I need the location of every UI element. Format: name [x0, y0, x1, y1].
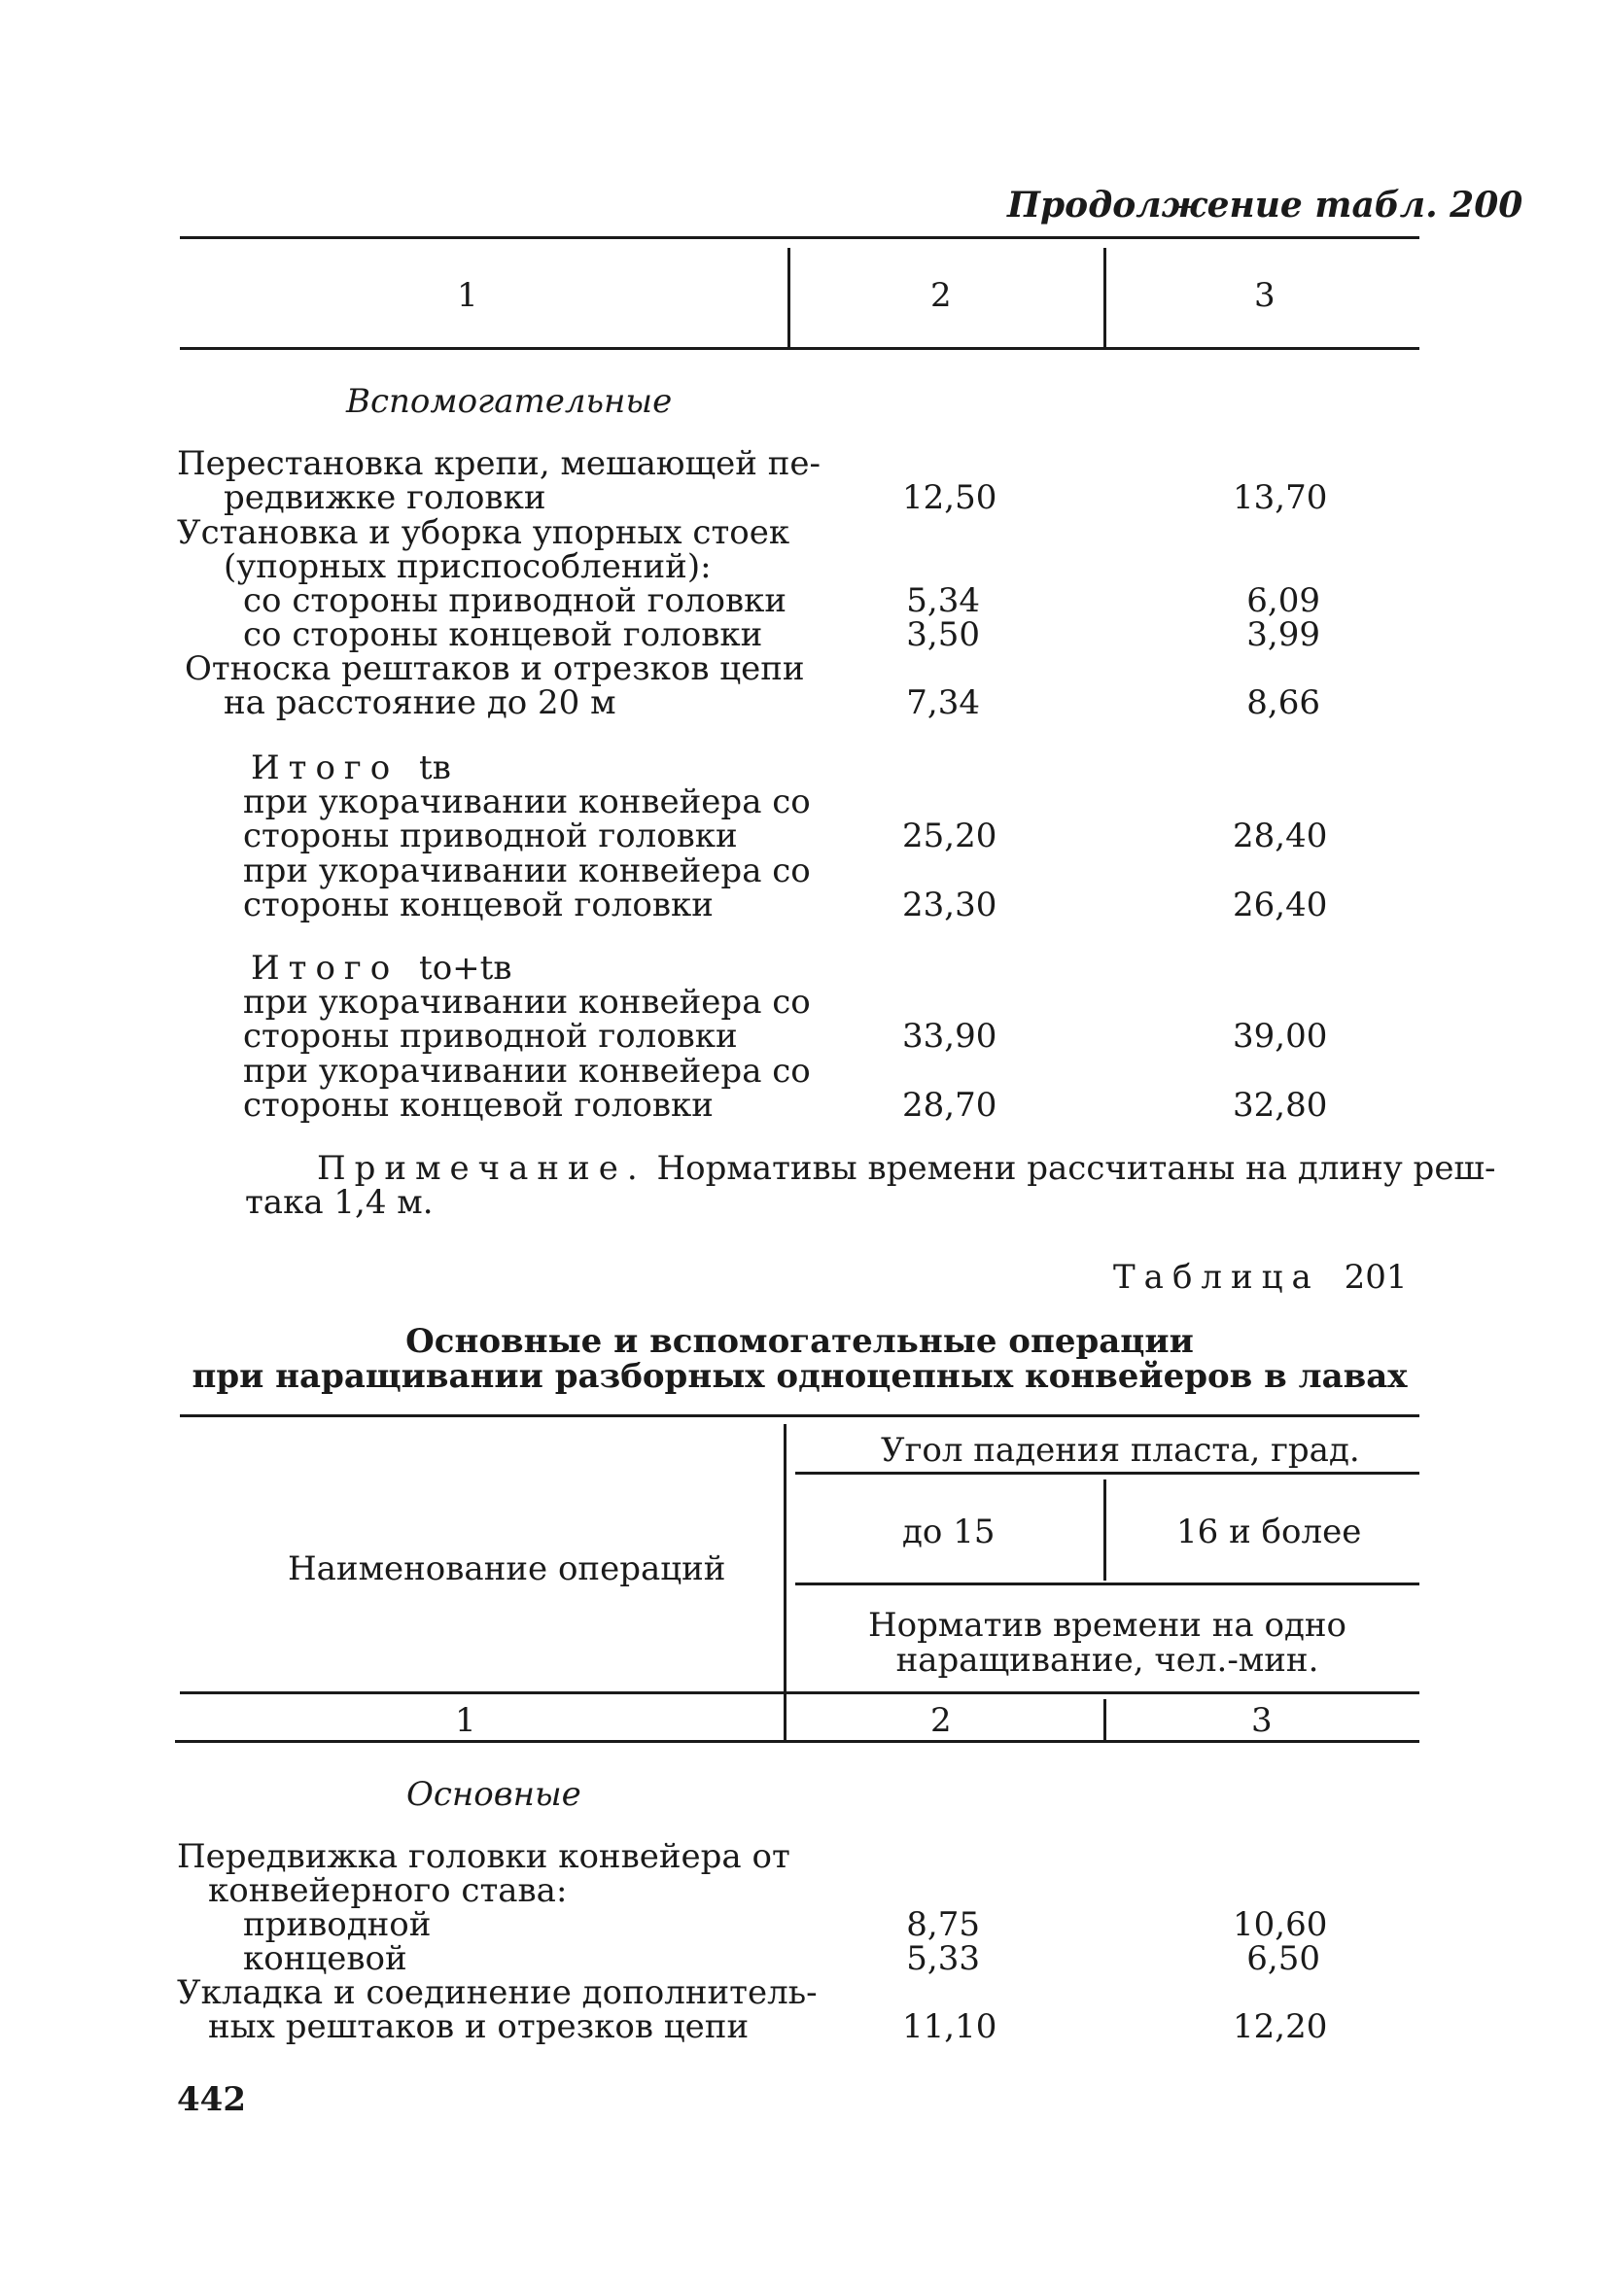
row-line: концевой: [243, 1939, 407, 1978]
row-value-col3: 6,50: [1246, 1939, 1320, 1978]
row-line: (упорных приспособлений):: [224, 547, 712, 586]
table201-header-mid-rule: [180, 1691, 1419, 1694]
note-text: Нормативы времени рассчитаны на длину реш-: [656, 1149, 1496, 1188]
row-line: при укорачивании конвейера со: [243, 1052, 811, 1091]
row-value-col2: 8,75: [906, 1905, 980, 1944]
total-to-tv-heading: [251, 949, 511, 988]
header-sub-a: до 15: [902, 1513, 996, 1551]
section-main: Основные: [406, 1775, 581, 1814]
row-line: стороны концевой головки: [243, 1086, 714, 1125]
row-line: ных рештаков и отрезков цепи: [208, 2007, 750, 2046]
table200-colnum-2: 2: [930, 276, 952, 315]
total-symbol: tо+tв: [419, 949, 512, 988]
row-line: Укладка и соединение дополнитель-: [177, 1973, 818, 2012]
row-value-col2: 3,50: [906, 615, 980, 654]
row-line: Относка рештаков и отрезков цепи: [185, 649, 805, 688]
continuation-header: Продолжение табл. 200: [1007, 185, 1523, 226]
page-number: 442: [177, 2080, 246, 2119]
row-value-col2: 5,34: [906, 581, 980, 620]
table201-label: [1113, 1258, 1408, 1297]
row-value-col2: 7,34: [906, 683, 980, 722]
table200-colnum-3: 3: [1254, 276, 1276, 315]
row-value-col3: 28,40: [1233, 817, 1328, 855]
header-sub-divider: [1103, 1479, 1106, 1581]
row-value-col2: 28,70: [902, 1086, 997, 1125]
row-line: приводной: [243, 1905, 432, 1944]
header-angle: Угол падения пласта, град.: [881, 1431, 1360, 1470]
row-value-col3: 26,40: [1233, 886, 1328, 924]
row-value-col3: 32,80: [1233, 1086, 1328, 1125]
header-angle-rule: [795, 1472, 1419, 1475]
row-value-col3: 12,20: [1233, 2007, 1328, 2046]
table-label: Таблица: [1113, 1258, 1320, 1297]
note-label: Примечание.: [317, 1149, 647, 1188]
row-value-col3: 13,70: [1233, 478, 1328, 517]
row-line: на расстояние до 20 м: [224, 683, 616, 722]
table200-header-bottom-rule: [180, 347, 1419, 350]
table200-col-divider-2: [1103, 248, 1106, 347]
table201-colnum-divider: [1103, 1699, 1106, 1740]
row-line: Установка и уборка упорных стоек: [177, 513, 790, 552]
row-line: при укорачивании конвейера со: [243, 783, 811, 821]
row-value-col2: 23,30: [902, 886, 997, 924]
row-line: со стороны концевой головки: [243, 615, 763, 654]
table201-header-bottom-rule: [175, 1740, 1419, 1743]
row-value-col3: 3,99: [1246, 615, 1320, 654]
table201-colnum-2: 2: [930, 1701, 952, 1740]
row-line: со стороны приводной головки: [243, 581, 787, 620]
row-value-col3: 8,66: [1246, 683, 1320, 722]
table201-title-line1: Основные и вспомогательные операции: [405, 1322, 1194, 1361]
total-label: Итого: [251, 748, 400, 787]
table201-colnum-3: 3: [1251, 1701, 1273, 1740]
row-line: стороны приводной головки: [243, 817, 738, 855]
total-symbol: tв: [419, 748, 451, 787]
table-number: 201: [1344, 1258, 1408, 1297]
row-line: Передвижка головки конвейера от: [177, 1837, 790, 1876]
table200-colnum-1: 1: [457, 276, 478, 315]
row-line: при укорачивании конвейера со: [243, 852, 811, 890]
table200-top-rule: [180, 236, 1419, 239]
row-value-col3: 39,00: [1233, 1017, 1328, 1056]
row-value-col3: 10,60: [1233, 1905, 1328, 1944]
table200-col-divider-1: [787, 248, 790, 347]
row-value-col2: 33,90: [902, 1017, 997, 1056]
table201-title-line2: при наращивании разборных одноцепных конвейеров в лавах: [192, 1357, 1408, 1396]
row-line: редвижке головки: [224, 478, 546, 517]
table201-top-rule: [180, 1414, 1419, 1417]
row-value-col2: 12,50: [902, 478, 997, 517]
header-name-col: Наименование операций: [288, 1549, 726, 1588]
row-line: Перестановка крепи, мешающей пе-: [177, 444, 821, 483]
row-value-col3: 6,09: [1246, 581, 1320, 620]
section-auxiliary: Вспомогательные: [346, 382, 673, 421]
row-value-col2: 11,10: [902, 2007, 997, 2046]
note-text-line2: така 1,4 м.: [245, 1183, 434, 1222]
header-norm-line1: Норматив времени на одно: [867, 1606, 1347, 1645]
header-norm-top-rule: [795, 1583, 1419, 1585]
total-label: Итого: [251, 949, 400, 988]
row-line: конвейерного става:: [208, 1871, 568, 1910]
row-value-col2: 5,33: [906, 1939, 980, 1978]
row-value-col2: 25,20: [902, 817, 997, 855]
row-line: при укорачивании конвейера со: [243, 983, 811, 1022]
header-sub-b: 16 и более: [1176, 1513, 1362, 1551]
row-line: стороны приводной головки: [243, 1017, 738, 1056]
row-line: стороны концевой головки: [243, 886, 714, 924]
header-norm-line2: наращивание, чел.-мин.: [895, 1641, 1319, 1680]
table201-colnum-1: 1: [455, 1701, 476, 1740]
total-tv-heading: [251, 748, 451, 787]
table200-note: [317, 1149, 1496, 1188]
